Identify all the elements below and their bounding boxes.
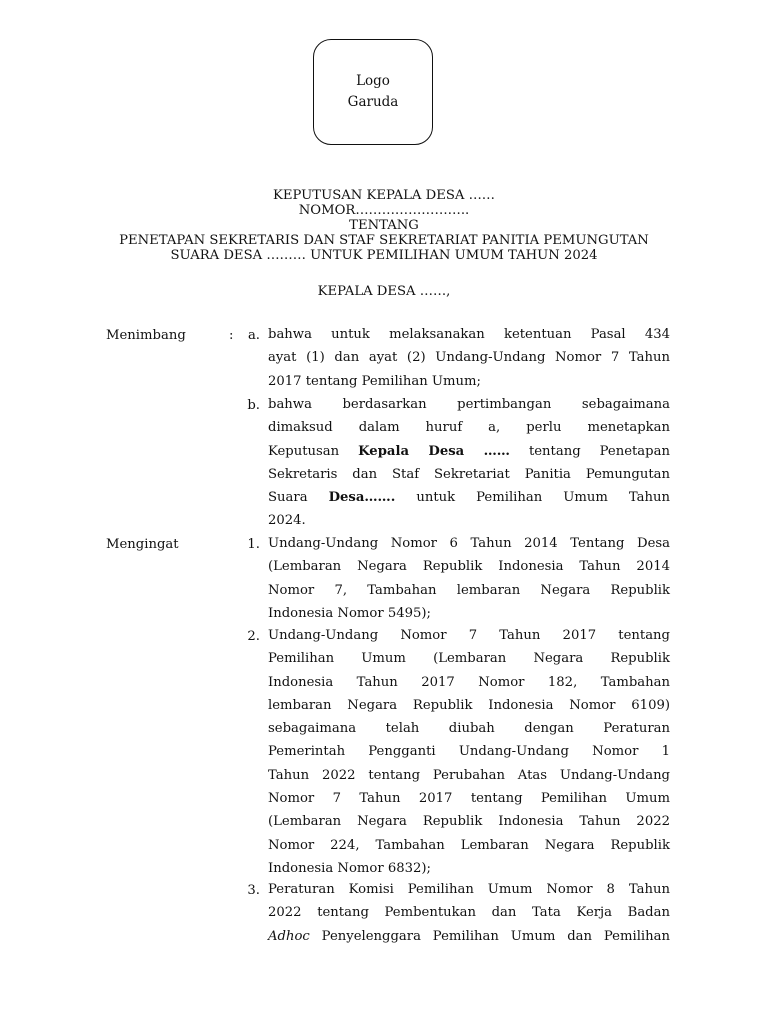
text-line: Peraturan Komisi Pemilihan Umum Nomor 8 Tahun <box>268 882 670 897</box>
text-span: Suara <box>268 490 308 506</box>
menimbang-item-a <box>268 323 670 393</box>
menimbang-item-b <box>268 393 670 533</box>
text-line: 2024. <box>268 513 306 529</box>
text-line: Undang-Undang Nomor 7 Tahun 2017 tentang <box>268 628 670 643</box>
mengingat-item-1 <box>268 532 670 625</box>
text-line: Indonesia Tahun 2017 Nomor 182, Tambahan <box>268 674 670 690</box>
text-line <box>268 486 670 509</box>
menimbang-marker-a: a. <box>247 328 260 343</box>
title-line-2: NOMOR…………………….. <box>298 203 470 218</box>
text-line: Nomor 7 Tahun 2017 tentang Pemilihan Umum <box>268 791 670 807</box>
text-line: (Lembaran Negara Republik Indonesia Tahun 2022 <box>268 814 670 830</box>
logo-placeholder-box <box>313 39 433 145</box>
text-line: sebagaimana telah diubah dengan Peraturan <box>268 721 670 737</box>
text-line: lembaran Negara Republik Indonesia Nomor 6109) <box>268 697 670 713</box>
bold-span: Kepala Desa …… <box>358 443 510 459</box>
kepala-desa-heading: KEPALA DESA ……, <box>317 284 451 299</box>
text-line: Indonesia Nomor 6832); <box>268 860 431 876</box>
text-line: Nomor 224, Tambahan Lembaran Negara Republik <box>268 837 670 853</box>
text-line: Nomor 7, Tambahan lembaran Negara Republik <box>268 582 670 598</box>
text-line: Undang-Undang Nomor 6 Tahun 2014 Tentang Desa <box>268 536 670 551</box>
text-span: tentang Penetapan <box>528 443 670 459</box>
decree-title <box>0 188 768 263</box>
text-span: Keputusan <box>268 443 340 459</box>
logo-label: Logo <box>356 73 390 89</box>
menimbang-colon: : <box>229 328 234 343</box>
mengingat-marker-2: 2. <box>247 629 260 644</box>
text-line: bahwa berdasarkan pertimbangan sebagaimana <box>268 397 670 412</box>
italic-span: Adhoc <box>268 928 310 944</box>
text-line: Indonesia Nomor 5495); <box>268 605 431 621</box>
mengingat-item-3 <box>268 878 670 948</box>
logo-sublabel: Garuda <box>347 94 399 110</box>
menimbang-label: Menimbang <box>106 328 186 343</box>
text-line <box>268 440 670 463</box>
text-line: (Lembaran Negara Republik Indonesia Tahun 2014 <box>268 559 670 575</box>
mengingat-item-2 <box>268 624 670 880</box>
bold-span: Desa……. <box>328 490 396 506</box>
text-line: Tahun 2022 tentang Perubahan Atas Undang-Undang <box>268 767 670 783</box>
text-line: Pemerintah Pengganti Undang-Undang Nomor 1 <box>268 744 670 760</box>
text-line: 2017 tentang Pemilihan Umum; <box>268 373 481 389</box>
text-span: Penyelenggara Pemilihan Umum dan Pemilihan <box>321 928 670 944</box>
text-line: dimaksud dalam huruf a, perlu menetapkan <box>268 420 670 436</box>
text-line: 2022 tentang Pembentukan dan Tata Kerja Badan <box>268 905 670 921</box>
text-line <box>268 925 670 948</box>
text-line: bahwa untuk melaksanakan ketentuan Pasal 434 <box>268 327 670 342</box>
mengingat-label: Mengingat <box>106 537 179 552</box>
text-line: ayat (1) dan ayat (2) Undang-Undang Nomor 7 Tahun <box>268 350 670 366</box>
menimbang-marker-b: b. <box>247 398 260 413</box>
text-line: Pemilihan Umum (Lembaran Negara Republik <box>268 651 670 667</box>
title-line-5: SUARA DESA ……… UNTUK PEMILIHAN UMUM TAHUN 2024 <box>170 248 598 263</box>
mengingat-marker-3: 3. <box>247 883 260 898</box>
title-line-3: TENTANG <box>349 218 419 233</box>
mengingat-marker-1: 1. <box>247 537 260 552</box>
title-line-4: PENETAPAN SEKRETARIS DAN STAF SEKRETARIAT PANITIA PEMUNGUTAN <box>119 233 649 248</box>
text-span: untuk Pemilihan Umum Tahun <box>416 490 670 506</box>
title-line-1: KEPUTUSAN KEPALA DESA …… <box>273 188 495 203</box>
text-line: Sekretaris dan Staf Sekretariat Panitia Pemungutan <box>268 466 670 482</box>
